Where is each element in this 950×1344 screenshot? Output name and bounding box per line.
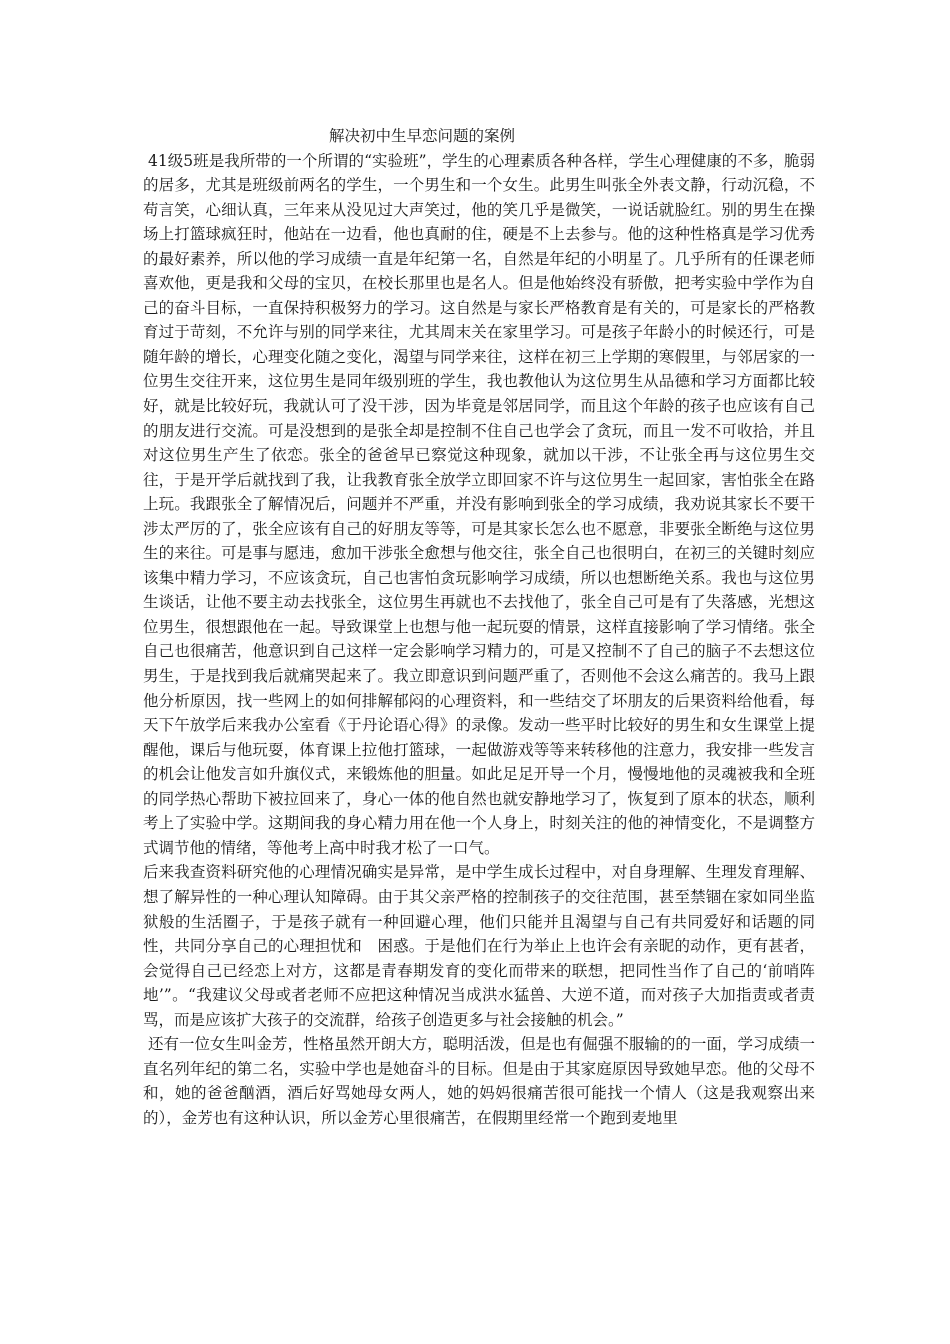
- document-title: 解决初中生早恋问题的案例: [329, 127, 516, 145]
- paragraph-2: 后来我查资料研究他的心理情况确实是异常，是中学生成长过程中，对自身理解、生理发育理解、想了解异性的一种心理认知障碍。由于其父亲严格的控制孩子的交往范围，甚至禁锢在家如同坐监狱般的生活圈子，于是孩子就有一种回避心理，他们只能并且渴望与自己有共同爱好和话题的同性，共同分享自己的心理担忧和 困惑。于是他们在行为举止上也许会有亲昵的动作，更有甚者，会觉得自己已经恋上对方，这都是青春期发育的变化而带来的联想，把同性当作了自己的‘前哨阵地’”。“我建议父母或者老师不应把这种情况当成洪水猛兽、大逆不道，而对孩子大加指责或者责骂，而是应该扩大孩子的交流群，给孩子创造更多与社会接触的机会。”: [143, 863, 815, 1029]
- paragraph-1: 41级5班是我所带的一个所谓的“实验班”，学生的心理素质各种各样，学生心理健康的不多，脆弱的居多，尤其是班级前两名的学生，一个男生和一个女生。此男生叫张全外表文静，行动沉稳，不苟言笑，心细认真，三年来从没见过大声笑过，他的笑几乎是微笑，一说话就脸红。别的男生在操场上打篮球疯狂时，他站在一边看，他也真耐的住，硬是不上去参与。他的这种性格真是学习优秀的最好素养，所以他的学习成绩一直是年纪第一名，自然是年纪的小明星了。几乎所有的任课老师喜欢他，更是我和父母的宝贝，在校长那里也是名人。但是他始终没有骄傲，把考实验中学作为自己的奋斗目标，一直保持积极努力的学习。这自然是与家长严格教育是有关的，可是家长的严格教育过于苛刻，不允许与别的同学来往，尤其周末关在家里学习。可是孩子年龄小的时候还行，可是随年龄的增长，心理变化随之变化，渴望与同学来往，这样在初三上学期的寒假里，与邻居家的一位男生交往开来，这位男生是同年级别班的学生，我也教他认为这位男生从品德和学习方面都比较好，就是比较好玩，我就认可了没干涉，因为毕竟是邻居同学，而且这个年龄的孩子也应该有自己的朋友进行交流。可是没想到的是张全却是控制不住自己也学会了贪玩，而且一发不可收拾，并且对这位男生产生了依恋。张全的爸爸早已察觉这种现象，就加以干涉，不让张全再与这位男生交往，于是开学后就找到了我，让我教育张全放学立即回家不许与这位男生一起回家，害怕张全在路上玩。我跟张全了解情况后，问题并不严重，并没有影响到张全的学习成绩，我劝说其家长不要干涉太严厉的了，张全应该有自己的好朋友等等，可是其家长怎么也不愿意，非要张全断绝与这位男生的来往。可是事与愿违，愈加干涉张全愈想与他交往，张全自己也很明白，在初三的关键时刻应该集中精力学习，不应该贪玩，自己也害怕贪玩影响学习成绩，所以也想断绝关系。我也与这位男生谈话，让他不要主动去找张全，这位男生再就也不去找他了，张全自己可是有了失落感，光想这位男生，很想跟他在一起。导致课堂上也想与他一起玩耍的情景，这样直接影响了学习情绪。张全自己也很痛苦，他意识到自己这样一定会影响学习精力的，可是又控制不了自己的脑子不去想这位男生，于是找到我后就痛哭起来了。我立即意识到问题严重了，否则他不会这么痛苦的。我马上跟他分析原因，找一些网上的如何排解郁闷的心理资料，和一些结交了坏朋友的后果资料给他看，每天下午放学后来我办公室看《于丹论语心得》的录像。发动一些平时比较好的男生和女生课堂上提醒他，课后与他玩耍，体育课上拉他打篮球，一起做游戏等等来转移他的注意力，我安排一些发言的机会让他发言如升旗仪式，来锻炼他的胆量。如此足足开导一个月，慢慢地他的灵魂被我和全班的同学热心帮助下被拉回来了，身心一体的他自然也就安静地学习了，恢复到了原本的状态，顺利考上了实验中学。这期间我的身心精力用在他一个人身上，时刻关注的他的神情变化，不是调整方式调节他的情绪，等他考上高中时我才松了一口气。: [143, 151, 815, 857]
- document-body: [143, 124, 815, 1130]
- paragraph-3: 还有一位女生叫金芳，性格虽然开朗大方，聪明活泼，但是也有倔强不服输的的一面，学习成绩一直名列年纪的第二名，实验中学也是她奋斗的目标。但是由于其家庭原因导致她早恋。他的父母不和，她的爸爸酗酒，酒后好骂她母女两人，她的妈妈很痛苦很可能找一个情人（这是我观察出来的），金芳也有这种认识，所以金芳心里很痛苦，在假期里经常一个跑到麦地里: [143, 1035, 815, 1127]
